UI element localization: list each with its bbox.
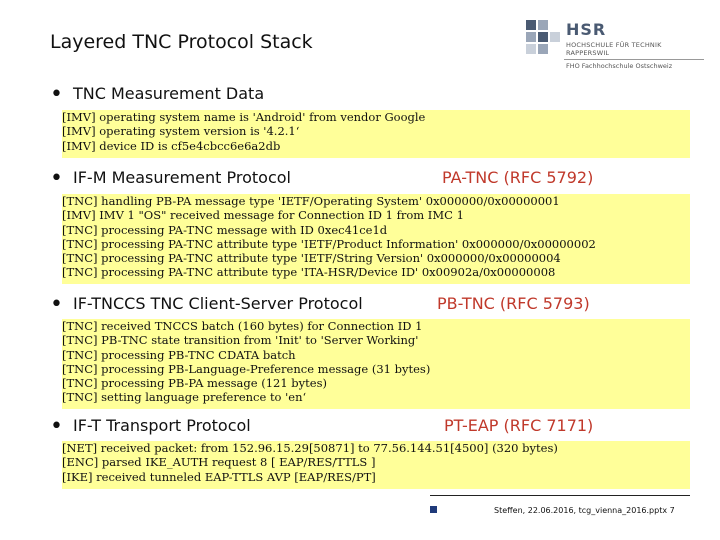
log-line: [IMV] operating system version is '4.2.1‘ <box>62 124 300 139</box>
footer-square-icon <box>430 506 437 513</box>
bullet-icon: • <box>50 82 63 107</box>
logo-line2: RAPPERSWIL <box>566 49 610 57</box>
log-line: [TNC] processing PB-PA message (121 bytes) <box>62 376 327 391</box>
log-line: [IMV] IMV 1 "OS" received message for Connection ID 1 from IMC 1 <box>62 208 464 223</box>
logo-square <box>526 44 536 54</box>
log-line: [TNC] PB-TNC state transition from 'Init' to 'Server Working' <box>62 333 419 348</box>
footer-text: Steffen, 22.06.2016, tcg_vienna_2016.pptx 7 <box>494 506 675 515</box>
footer-divider <box>430 495 690 496</box>
hsr-logo <box>526 20 706 80</box>
log-box <box>62 194 690 284</box>
log-line: [IMV] device ID is cf5e4cbcc6e6a2db <box>62 138 281 153</box>
log-line: [TNC] received TNCCS batch (160 bytes) for Connection ID 1 <box>62 319 423 333</box>
log-line: [TNC] processing PA-TNC attribute type 'ITA-HSR/Device ID' 0x00902a/0x00000008 <box>62 265 556 280</box>
logo-square <box>538 20 548 30</box>
log-box <box>62 441 690 489</box>
heading-text: IF-TNCCS TNC Client-Server Protocol <box>73 294 363 313</box>
log-line: [TNC] processing PB-TNC CDATA batch <box>62 347 296 362</box>
log-box <box>62 110 690 158</box>
log-line: [TNC] processing PA-TNC attribute type 'IETF/String Version' 0x000000/0x00000004 <box>62 251 561 266</box>
rfc-label: PT-EAP (RFC 7171) <box>444 416 594 435</box>
log-line: [ENC] parsed IKE_AUTH request 8 [ EAP/RES/TTLS ] <box>62 455 376 470</box>
log-line: [TNC] processing PB-Language-Preference message (31 bytes) <box>62 361 431 376</box>
log-box <box>62 319 690 409</box>
heading-text: IF-T Transport Protocol <box>73 416 251 435</box>
log-line: [TNC] processing PA-TNC message with ID 0xec41ce1d <box>62 222 388 237</box>
logo-square <box>550 32 560 42</box>
log-line: [TNC] setting language preference to 'en‘ <box>62 390 307 405</box>
logo-square <box>538 44 548 54</box>
rfc-label: PB-TNC (RFC 5793) <box>437 294 590 313</box>
heading-text: TNC Measurement Data <box>73 84 265 103</box>
bullet-icon: • <box>50 292 63 317</box>
log-line: [TNC] handling PB-PA message type 'IETF/Operating System' 0x000000/0x00000001 <box>62 194 560 208</box>
log-line: [TNC] processing PA-TNC attribute type 'IETF/Product Information' 0x000000/0x00000002 <box>62 236 596 251</box>
slide-title: Layered TNC Protocol Stack <box>50 31 313 53</box>
logo-wordmark: HSR <box>566 20 607 39</box>
rfc-label: PA-TNC (RFC 5792) <box>442 168 594 187</box>
logo-square <box>526 32 536 42</box>
log-line: [IMV] operating system name is 'Android' from vendor Google <box>62 110 426 124</box>
bullet-icon: • <box>50 166 63 191</box>
logo-line1: HOCHSCHULE FÜR TECHNIK <box>566 41 662 49</box>
logo-divider <box>564 59 704 60</box>
logo-line3: FHO Fachhochschule Ostschweiz <box>566 62 673 70</box>
bullet-icon: • <box>50 414 63 439</box>
logo-square <box>526 20 536 30</box>
heading-text: IF-M Measurement Protocol <box>73 168 291 187</box>
log-line: [IKE] received tunneled EAP-TTLS AVP [EAP/RES/PT] <box>62 469 376 484</box>
logo-square <box>538 32 548 42</box>
log-line: [NET] received packet: from 152.96.15.29[50871] to 77.56.144.51[4500] (320 bytes) <box>62 441 558 455</box>
